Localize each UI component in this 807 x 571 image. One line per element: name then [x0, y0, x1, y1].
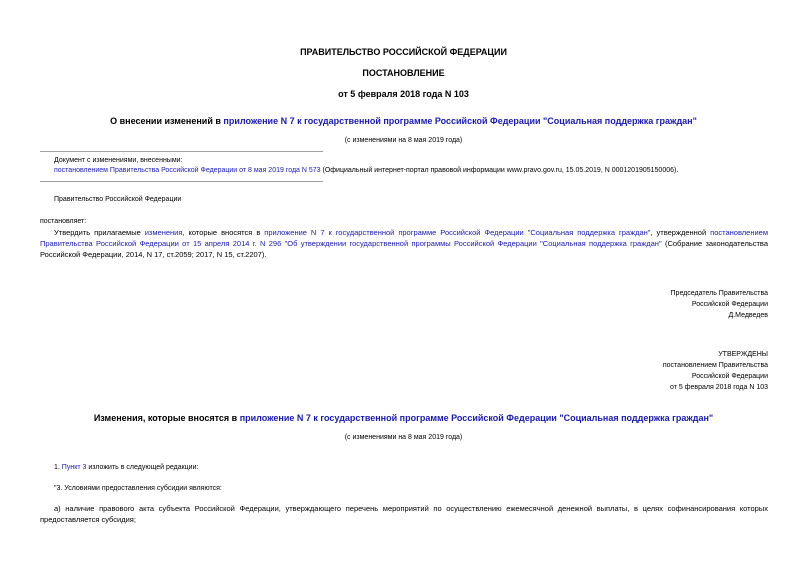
- subclause-a: а) наличие правового акта субъекта Российской Федерации, утверждающего перечень мероприятий по осуществлению ежемесячной денежной выплаты, в целях софинансирования которых предоставляется субсидия;: [40, 504, 768, 524]
- p1-text-c: , утвержденной: [650, 228, 711, 237]
- signature-line-2: Российской Федерации: [691, 301, 768, 308]
- divider-bottom: [40, 181, 323, 182]
- decree-296-link[interactable]: постановлением Правительства Российской Федерации от 15 апреля 2014 г. N 296 "Об утверждении государственной программы Российской Федерации "Социальная поддержка граждан": [40, 228, 768, 248]
- appendix7-link[interactable]: приложение N 7 к государственной программе Российской Федерации "Социальная поддержка граждан": [264, 228, 651, 237]
- changes-note: [54, 165, 774, 176]
- resolution-paragraph: [40, 227, 768, 260]
- amending-decree-link[interactable]: постановлением Правительства Российской Федерации от 8 мая 2019 года N 573: [54, 167, 321, 174]
- item-1: [54, 462, 198, 473]
- approved-line-1: УТВЕРЖДЕНЫ: [718, 351, 768, 358]
- item-1-text: изложить в следующей редакции:: [86, 464, 199, 471]
- item-1-number: 1.: [54, 464, 62, 471]
- doc-type-heading: ПОСТАНОВЛЕНИЕ: [362, 68, 445, 78]
- changes-note-label: Документ с изменениями, внесенными:: [54, 157, 183, 164]
- government-heading: ПРАВИТЕЛЬСТВО РОССИЙСКОЙ ФЕДЕРАЦИИ: [300, 47, 507, 57]
- changes-link[interactable]: изменения: [144, 228, 183, 237]
- title-revision: (с изменениями на 8 мая 2019 года): [344, 137, 463, 144]
- title-prefix: О внесении изменений в: [110, 116, 224, 126]
- decides-word: постановляет:: [40, 218, 87, 225]
- changes-title: [0, 413, 807, 423]
- changes-title-prefix: Изменения, которые вносятся в: [93, 413, 240, 423]
- approved-line-4: от 5 февраля 2018 года N 103: [670, 384, 768, 391]
- p1-text-a: Утвердить прилагаемые: [54, 228, 145, 237]
- doc-date-number: от 5 февраля 2018 года N 103: [338, 89, 469, 99]
- p1-text-b: , которые вносятся в: [182, 228, 265, 237]
- title-appendix-link[interactable]: приложение N 7 к государственной программе Российской Федерации "Социальная поддержка граждан": [223, 116, 697, 126]
- document-title: [0, 116, 807, 126]
- divider-top: [40, 151, 323, 152]
- changes-revision: (с изменениями на 8 мая 2019 года): [344, 434, 463, 441]
- approved-line-2: постановлением Правительства: [662, 362, 768, 369]
- signature-name: Д.Медведев: [728, 312, 768, 319]
- issuer: Правительство Российской Федерации: [54, 196, 182, 203]
- clause-3-link[interactable]: Пункт 3: [61, 464, 87, 471]
- quoted-clause: "3. Условиями предоставления субсидии являются:: [54, 485, 222, 492]
- changes-appendix-link[interactable]: приложение N 7 к государственной программе Российской Федерации "Социальная поддержка граждан": [239, 413, 714, 423]
- approved-line-3: Российской Федерации: [691, 373, 768, 380]
- p1-text-d: (Собрание законодательства Российской Федерации, 2014, N 17, ст.2059; 2017, N 15, ст.2207).: [40, 239, 768, 259]
- changes-note-source: (Официальный интернет-портал правовой информации www.pravo.gov.ru, 15.05.2019, N 0001201905150006).: [320, 167, 679, 174]
- signature-line-1: Председатель Правительства: [670, 290, 768, 297]
